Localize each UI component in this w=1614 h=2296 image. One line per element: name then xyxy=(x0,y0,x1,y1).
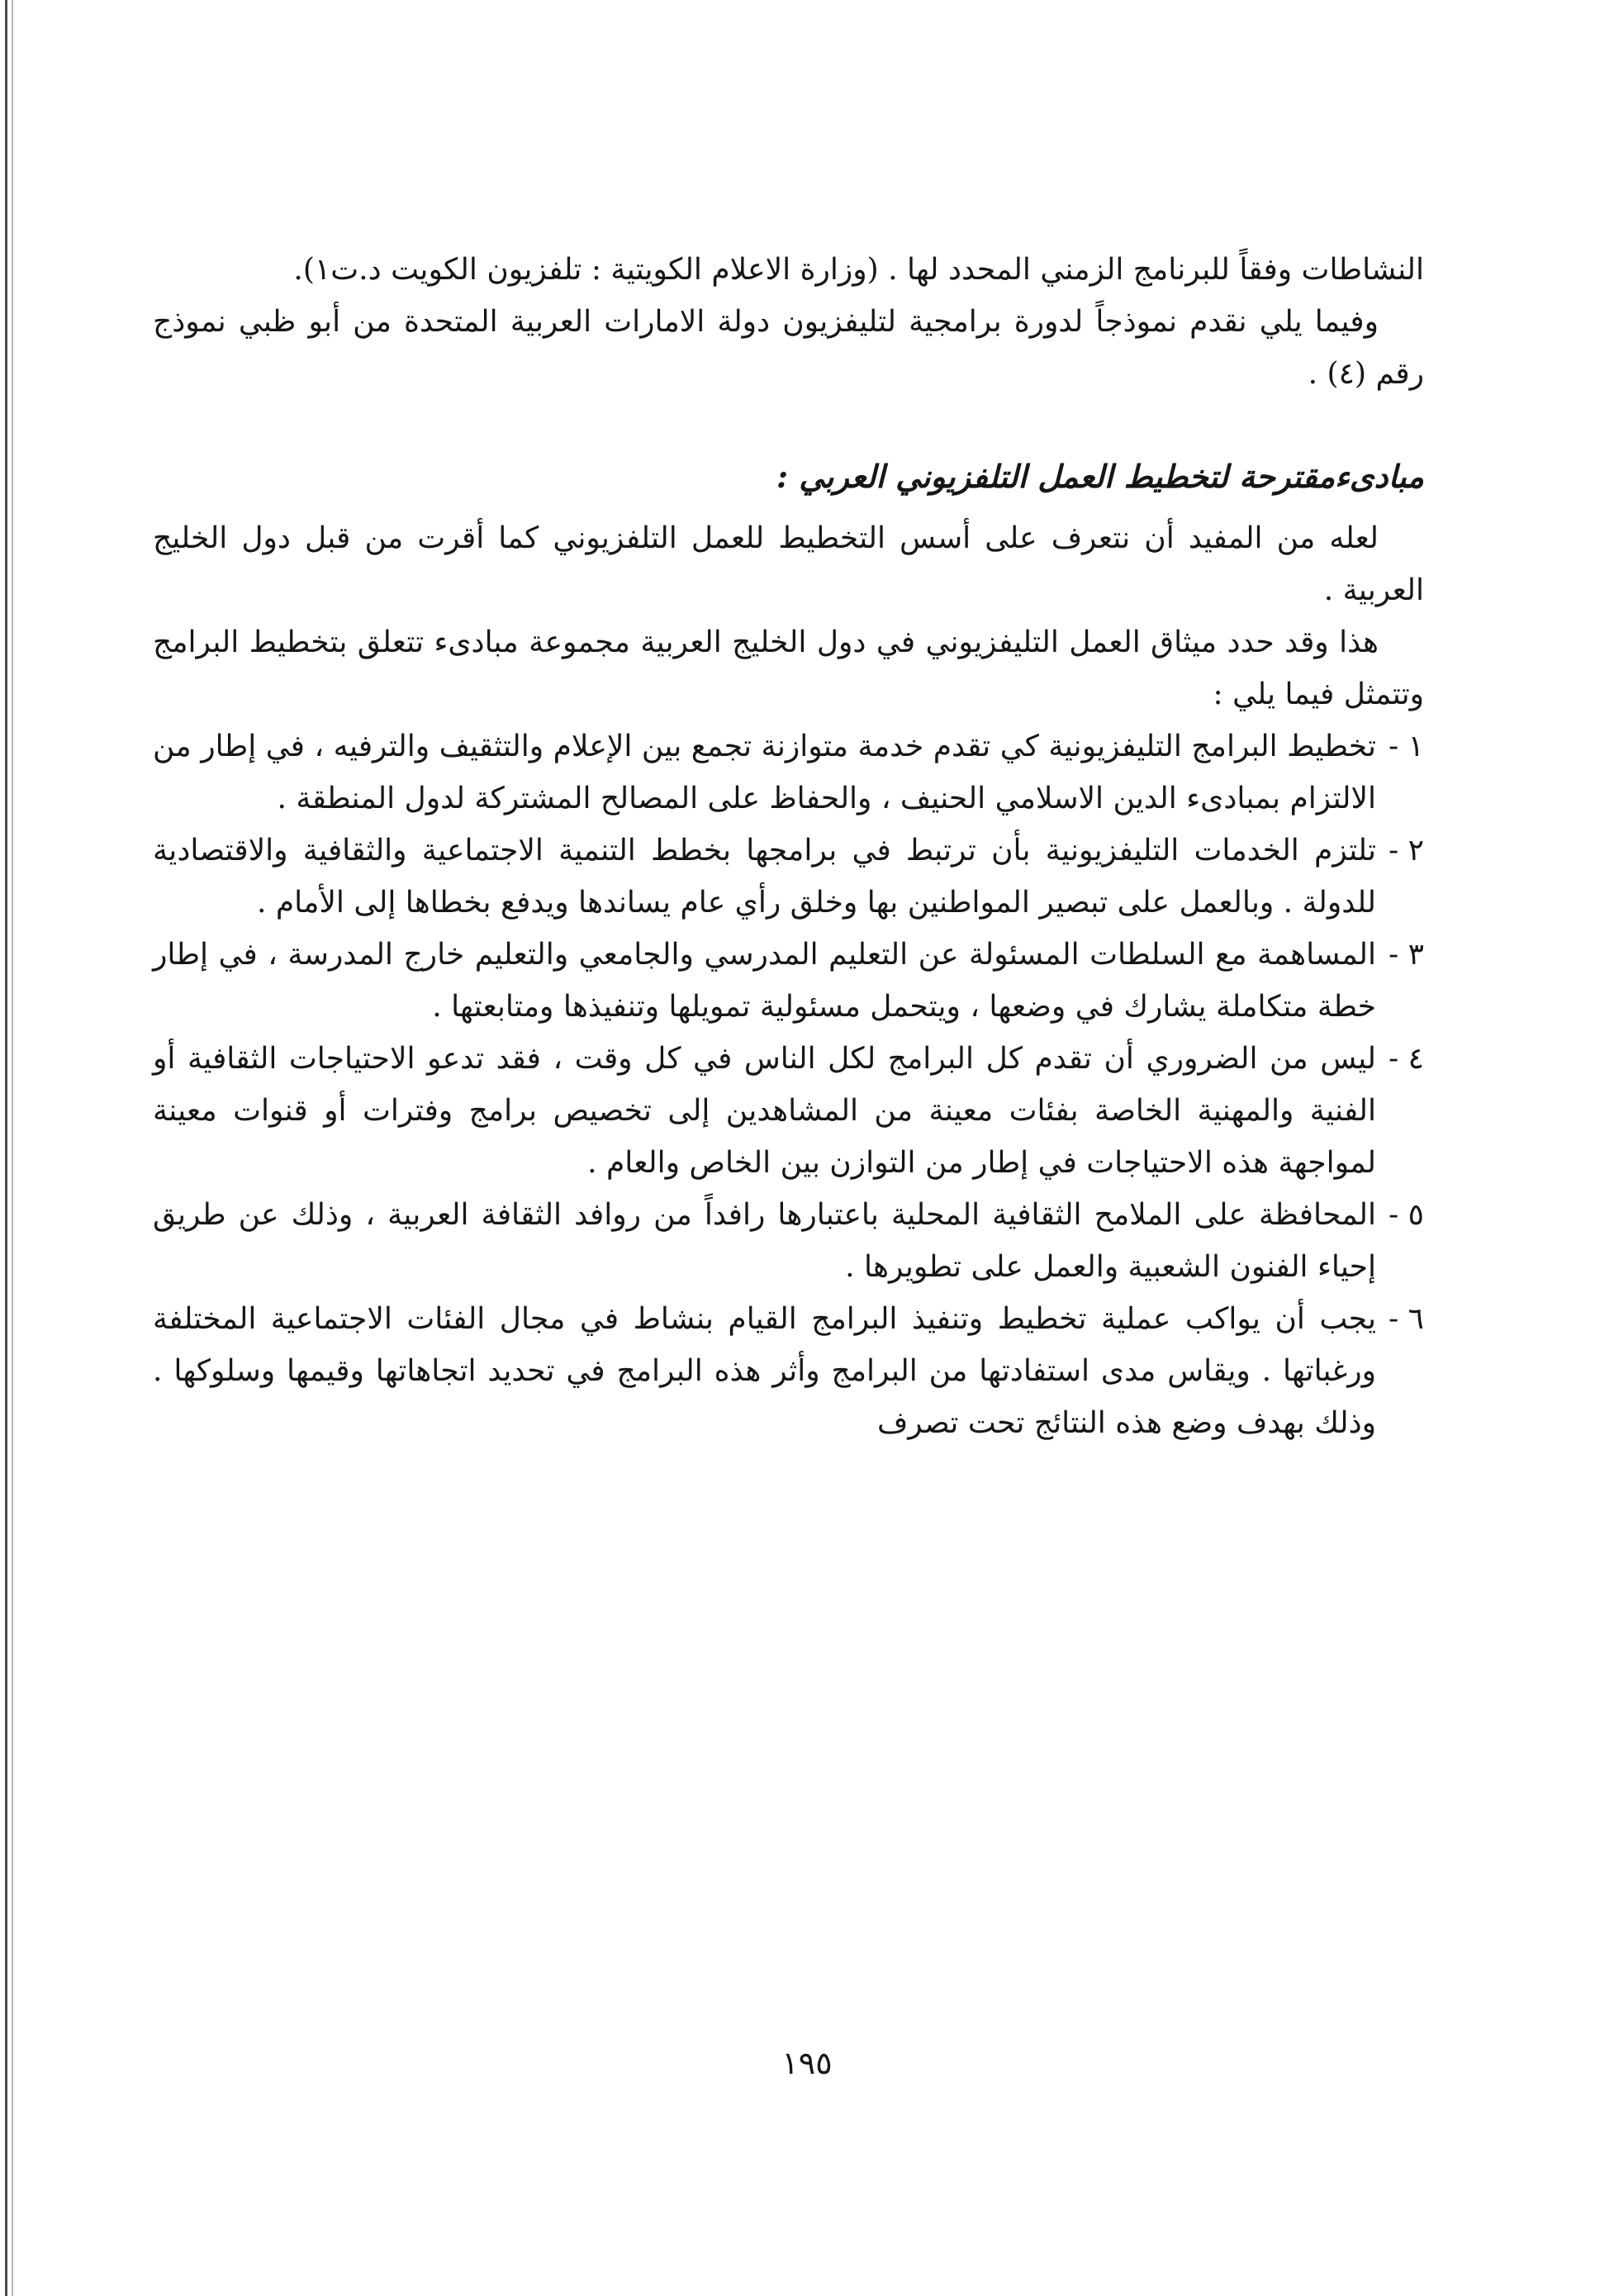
page-body xyxy=(153,244,1424,1449)
principle-number: ٤ - xyxy=(1389,1042,1424,1076)
section-paragraph-2: هذا وقد حدد ميثاق العمل التليفزيوني في دول الخليج العربية مجموعة مبادىء تتعلق بتخطيط البرامج وتتمثل فيما يلي : xyxy=(153,625,1424,711)
principle-number: ٣ - xyxy=(1389,938,1424,972)
principle-number: ٥ - xyxy=(1389,1198,1424,1232)
intro-paragraph-continuation: النشاطات وفقاً للبرنامج الزمني المحدد لها . (وزارة الاعلام الكويتية : تلفزيون الكويت د.ت١). xyxy=(293,253,1424,287)
principle-item-6 xyxy=(153,1293,1424,1449)
binding-edge-shadow xyxy=(12,0,13,2296)
principle-number: ٢ - xyxy=(1389,834,1424,868)
principle-text: ليس من الضروري أن تقدم كل البرامج لكل الناس في كل وقت ، فقد تدعو الاحتياجات الثقافية أو الفنية والمهنية الخاصة بفئات معينة من المشاهدين إلى تخصيص برامج وفترات أو قنوات معينة لمواجهة هذه الاحتياجات في إطار من التوازن بين الخاص والعام . xyxy=(153,1042,1376,1180)
principle-text: تخطيط البرامج التليفزيونية كي تقدم خدمة متوازنة تجمع بين الإعلام والتثقيف والترفيه ، في إطار من الالتزام بمبادىء الدين الاسلامي الحنيف ، والحفاظ على المصالح المشتركة لدول المنطقة . xyxy=(153,730,1376,815)
principle-number: ١ - xyxy=(1389,730,1424,763)
principle-item-1 xyxy=(153,720,1424,825)
principle-text: المحافظة على الملامح الثقافية المحلية باعتبارها رافداً من روافد الثقافة العربية ، وذلك عن طريق إحياء الفنون الشعبية والعمل على تطويرها . xyxy=(153,1198,1376,1284)
section-heading: مبادىءمقترحة لتخطيط العمل التلفزيوني العربي : xyxy=(776,458,1424,495)
principle-text: تلتزم الخدمات التليفزيونية بأن ترتبط في برامجها بخطط التنمية الاجتماعية والثقافية والاقتصادية للدولة . وبالعمل على تبصير المواطنين بها وخلق رأي عام يساندها ويدفع بخطاها إلى الأمام . xyxy=(153,834,1376,920)
section-paragraph-1: لعله من المفيد أن نتعرف على أسس التخطيط للعمل التلفزيوني كما أقرت من قبل دول الخليج العربية . xyxy=(153,521,1424,607)
principle-item-4 xyxy=(153,1033,1424,1189)
principle-text: المساهمة مع السلطات المسئولة عن التعليم المدرسي والجامعي والتعليم خارج المدرسة ، في إطار خطة متكاملة يشارك في وضعها ، ويتحمل مسئولية تمويلها وتنفيذها ومتابعتها . xyxy=(153,938,1376,1024)
principle-item-3 xyxy=(153,929,1424,1033)
principle-number: ٦ - xyxy=(1389,1302,1424,1336)
binding-edge-line xyxy=(5,0,7,2296)
principle-text: يجب أن يواكب عملية تخطيط وتنفيذ البرامج القيام بنشاط في مجال الفئات الاجتماعية المختلفة ورغباتها . ويقاس مدى استفادتها من البرامج وأثر هذه البرامج في تحديد اتجاهاتها وقيمها وسلوكها . وذلك بهدف وضع هذه النتائج تحت تصرف xyxy=(153,1302,1376,1440)
principle-item-2 xyxy=(153,825,1424,929)
intro-paragraph-model-reference: وفيما يلي نقدم نموذجاً لدورة برامجية لتليفزيون دولة الامارات العربية المتحدة من أبو ظبي نموذج رقم (٤) . xyxy=(153,305,1424,391)
principle-item-5 xyxy=(153,1189,1424,1293)
page-number: ١٩٥ xyxy=(781,2045,833,2081)
